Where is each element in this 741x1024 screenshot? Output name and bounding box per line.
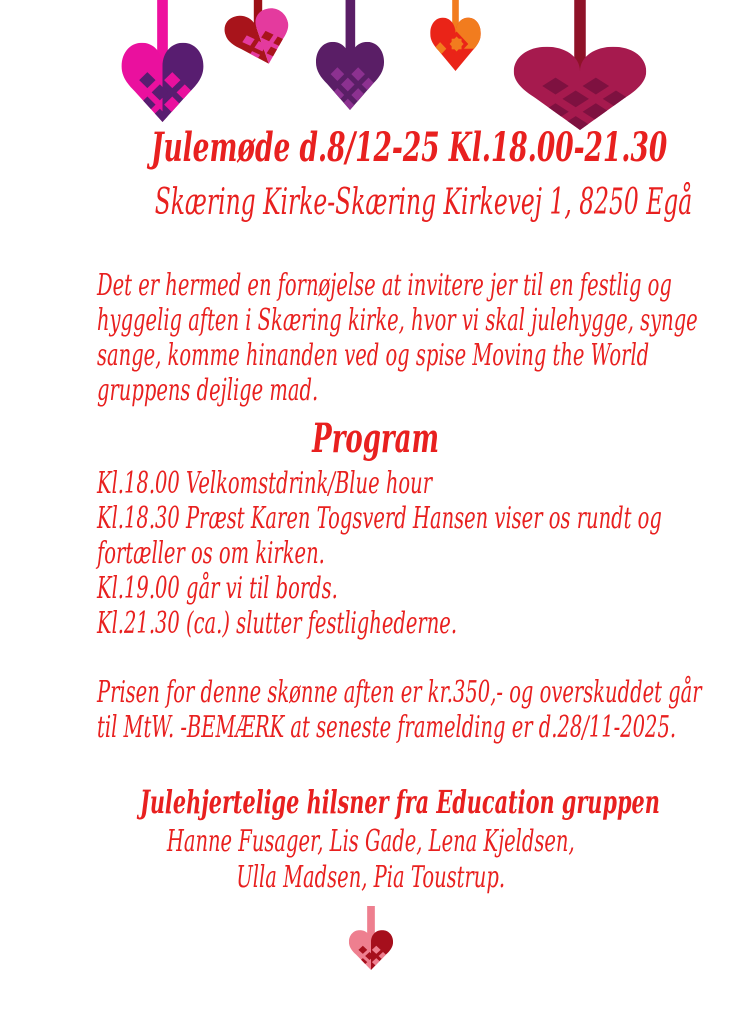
intro-line: sange, komme hinanden ved og spise Moving the World: [97, 338, 650, 373]
price-line: Prisen for denne skønne aften er kr.350,- og overskuddet går: [97, 675, 702, 710]
woven-heart-red-orange-star: [428, 0, 483, 71]
woven-heart-bottom: [347, 906, 395, 970]
program-line: Kl.19.00 går vi til bords.: [97, 571, 338, 606]
names-line-text: Ulla Madsen, Pia Toustrup.: [236, 860, 505, 895]
names-line-text: Hanne Fusager, Lis Gade, Lena Kjeldsen,: [166, 824, 575, 859]
woven-heart-purple: [313, 0, 387, 110]
intro-line: hyggelig aften i Skæring kirke, hvor vi skal julehygge, synge: [97, 303, 698, 338]
names-line: [0, 860, 741, 896]
names-line: [0, 824, 741, 860]
closing-greeting-text: Julehjertelige hilsner fra Education gruppen: [139, 783, 660, 821]
closing-greeting: [0, 783, 741, 821]
organizer-names: [0, 824, 741, 896]
page-title: [18, 124, 741, 171]
venue-address: [10, 183, 741, 223]
woven-heart-pink-purple: [118, 0, 207, 122]
intro-paragraph: [97, 268, 741, 408]
program-schedule: [97, 466, 741, 641]
heart-left-half: [347, 928, 371, 970]
program-line: Kl.18.30 Præst Karen Togsverd Hansen viser os rundt og: [97, 501, 662, 536]
program-line: Kl.21.30 (ca.) slutter festlighederne.: [97, 606, 458, 641]
program-line: fortæller os om kirken.: [97, 536, 325, 571]
venue-address-text: Skæring Kirke-Skæring Kirkevej 1, 8250 Egå: [154, 182, 693, 223]
intro-line: Det er hermed en fornøjelse at invitere jer til en festlig og: [97, 268, 672, 303]
price-line: til MtW. -BEMÆRK at seneste framelding er d.28/11-2025.: [97, 710, 677, 745]
intro-line: gruppens dejlige mad.: [97, 373, 319, 408]
title-text: Julemøde d.8/12-25 Kl.18.00-21.30: [150, 124, 668, 171]
program-heading-text: Program: [312, 415, 439, 462]
price-paragraph: [97, 675, 741, 745]
program-line: Kl.18.00 Velkomstdrink/Blue hour: [97, 466, 433, 501]
woven-heart-darkred-pink: [223, 0, 293, 65]
program-heading: [5, 415, 741, 462]
woven-heart-crimson: [508, 0, 652, 130]
